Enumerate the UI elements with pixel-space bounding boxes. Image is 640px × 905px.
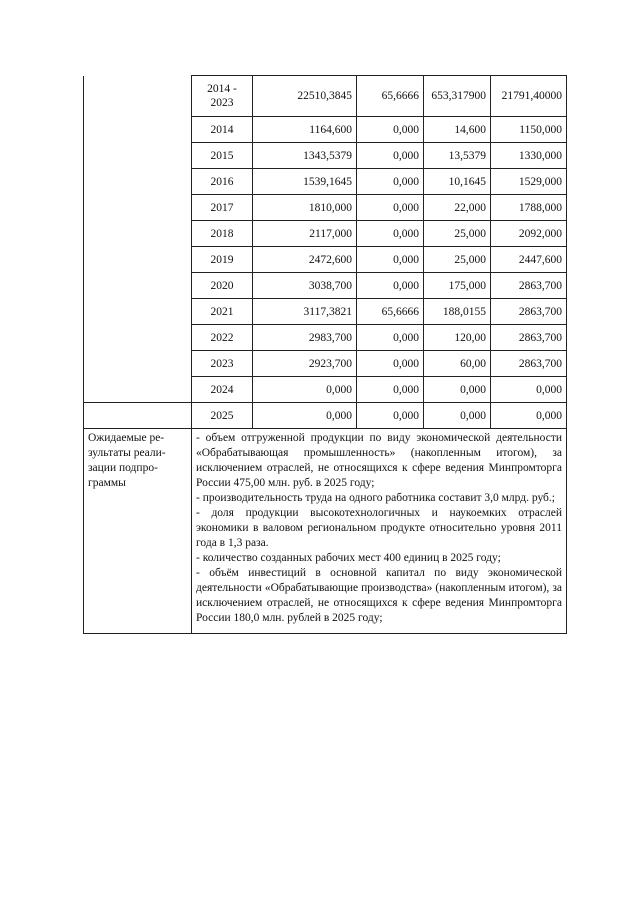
- table-row: [84, 143, 567, 169]
- total-cell: 0,000: [253, 403, 357, 429]
- regional-cell: 175,000: [424, 273, 491, 299]
- results-text: [192, 429, 567, 634]
- federal-cell: 0,000: [357, 403, 424, 429]
- total-cell: 1539,1645: [253, 169, 357, 195]
- federal-cell: 65,6666: [357, 76, 424, 117]
- regional-cell: 188,0155: [424, 299, 491, 325]
- federal-cell: 0,000: [357, 351, 424, 377]
- table-row: [84, 76, 567, 117]
- regional-cell: 22,000: [424, 195, 491, 221]
- federal-cell: 0,000: [357, 377, 424, 403]
- other-cell: 2092,000: [491, 221, 567, 247]
- federal-cell: 65,6666: [357, 299, 424, 325]
- regional-cell: 653,317900: [424, 76, 491, 117]
- other-cell: 2863,700: [491, 351, 567, 377]
- total-cell: 22510,3845: [253, 76, 357, 117]
- other-cell: 1529,000: [491, 169, 567, 195]
- total-cell: 1343,5379: [253, 143, 357, 169]
- total-cell: 2983,700: [253, 325, 357, 351]
- federal-cell: 0,000: [357, 273, 424, 299]
- regional-cell: 13,5379: [424, 143, 491, 169]
- results-label: Ожидаемые ре-зультаты реали-зации подпро-граммы: [84, 429, 192, 634]
- table-row: [84, 325, 567, 351]
- regional-cell: 14,600: [424, 117, 491, 143]
- regional-cell: 25,000: [424, 247, 491, 273]
- other-cell: 2863,700: [491, 325, 567, 351]
- result-item: - производительность труда на одного работника составит 3,0 млрд. руб.;: [196, 492, 555, 504]
- table-row: [84, 351, 567, 377]
- regional-cell: 10,1645: [424, 169, 491, 195]
- total-cell: 1810,000: [253, 195, 357, 221]
- year-cell: 2019: [192, 247, 253, 273]
- regional-cell: 25,000: [424, 221, 491, 247]
- financing-table: [83, 75, 567, 634]
- other-cell: 2863,700: [491, 273, 567, 299]
- table-row: [84, 117, 567, 143]
- other-cell: 2447,600: [491, 247, 567, 273]
- year-cell: 2020: [192, 273, 253, 299]
- year-cell: 2025: [192, 403, 253, 429]
- table-row: [84, 377, 567, 403]
- federal-cell: 0,000: [357, 117, 424, 143]
- year-cell: 2023: [192, 351, 253, 377]
- federal-cell: 0,000: [357, 169, 424, 195]
- other-cell: 1330,000: [491, 143, 567, 169]
- other-cell: 1150,000: [491, 117, 567, 143]
- federal-cell: 0,000: [357, 325, 424, 351]
- total-cell: 3038,700: [253, 273, 357, 299]
- other-cell: 21791,40000: [491, 76, 567, 117]
- table-row: [84, 299, 567, 325]
- regional-cell: 120,00: [424, 325, 491, 351]
- total-cell: 2472,600: [253, 247, 357, 273]
- total-cell: 2923,700: [253, 351, 357, 377]
- year-cell: 2022: [192, 325, 253, 351]
- year-cell: 2017: [192, 195, 253, 221]
- total-cell: 1164,600: [253, 117, 357, 143]
- year-cell: 2014: [192, 117, 253, 143]
- result-item: - объём инвестиций в основной капитал по виду экономической деятельности «Обрабатывающие производства» (накопленным итогом), за исключением отраслей, не относящихся к сфере ведения Минпромторга России 180,0 млн. рублей в 2025 году;: [196, 567, 562, 624]
- total-cell: 0,000: [253, 377, 357, 403]
- total-cell: 2117,000: [253, 221, 357, 247]
- year-cell: 2018: [192, 221, 253, 247]
- other-cell: 0,000: [491, 377, 567, 403]
- results-row: [84, 429, 567, 634]
- result-item: - объем отгруженной продукции по виду экономической деятельности «Обрабатывающая промышленность» (накопленным итогом), за исключением отраслей, не относящихся к сфере ведения Минпромторга России 475,00 млн. руб. в 2025 году;: [196, 432, 562, 489]
- result-item: - количество созданных рабочих мест 400 единиц в 2025 году;: [196, 552, 501, 564]
- federal-cell: 0,000: [357, 143, 424, 169]
- other-cell: 1788,000: [491, 195, 567, 221]
- regional-cell: 0,000: [424, 403, 491, 429]
- year-cell: 2024: [192, 377, 253, 403]
- year-cell: 2015: [192, 143, 253, 169]
- other-cell: 0,000: [491, 403, 567, 429]
- table-row: [84, 247, 567, 273]
- regional-cell: 60,00: [424, 351, 491, 377]
- other-cell: 2863,700: [491, 299, 567, 325]
- table-row: [84, 273, 567, 299]
- federal-cell: 0,000: [357, 195, 424, 221]
- year-cell: 2014 - 2023: [192, 76, 253, 117]
- table-row: [84, 403, 567, 429]
- federal-cell: 0,000: [357, 221, 424, 247]
- year-cell: 2016: [192, 169, 253, 195]
- federal-cell: 0,000: [357, 247, 424, 273]
- result-item: - доля продукции высокотехнологичных и наукоемких отраслей экономики в валовом региональном продукте относительно уровня 2011 года в 1,3 раза.: [196, 507, 562, 549]
- year-cell: 2021: [192, 299, 253, 325]
- table-row: [84, 195, 567, 221]
- total-cell: 3117,3821: [253, 299, 357, 325]
- regional-cell: 0,000: [424, 377, 491, 403]
- table-row: [84, 169, 567, 195]
- table-row: [84, 221, 567, 247]
- label-cell: [84, 76, 192, 117]
